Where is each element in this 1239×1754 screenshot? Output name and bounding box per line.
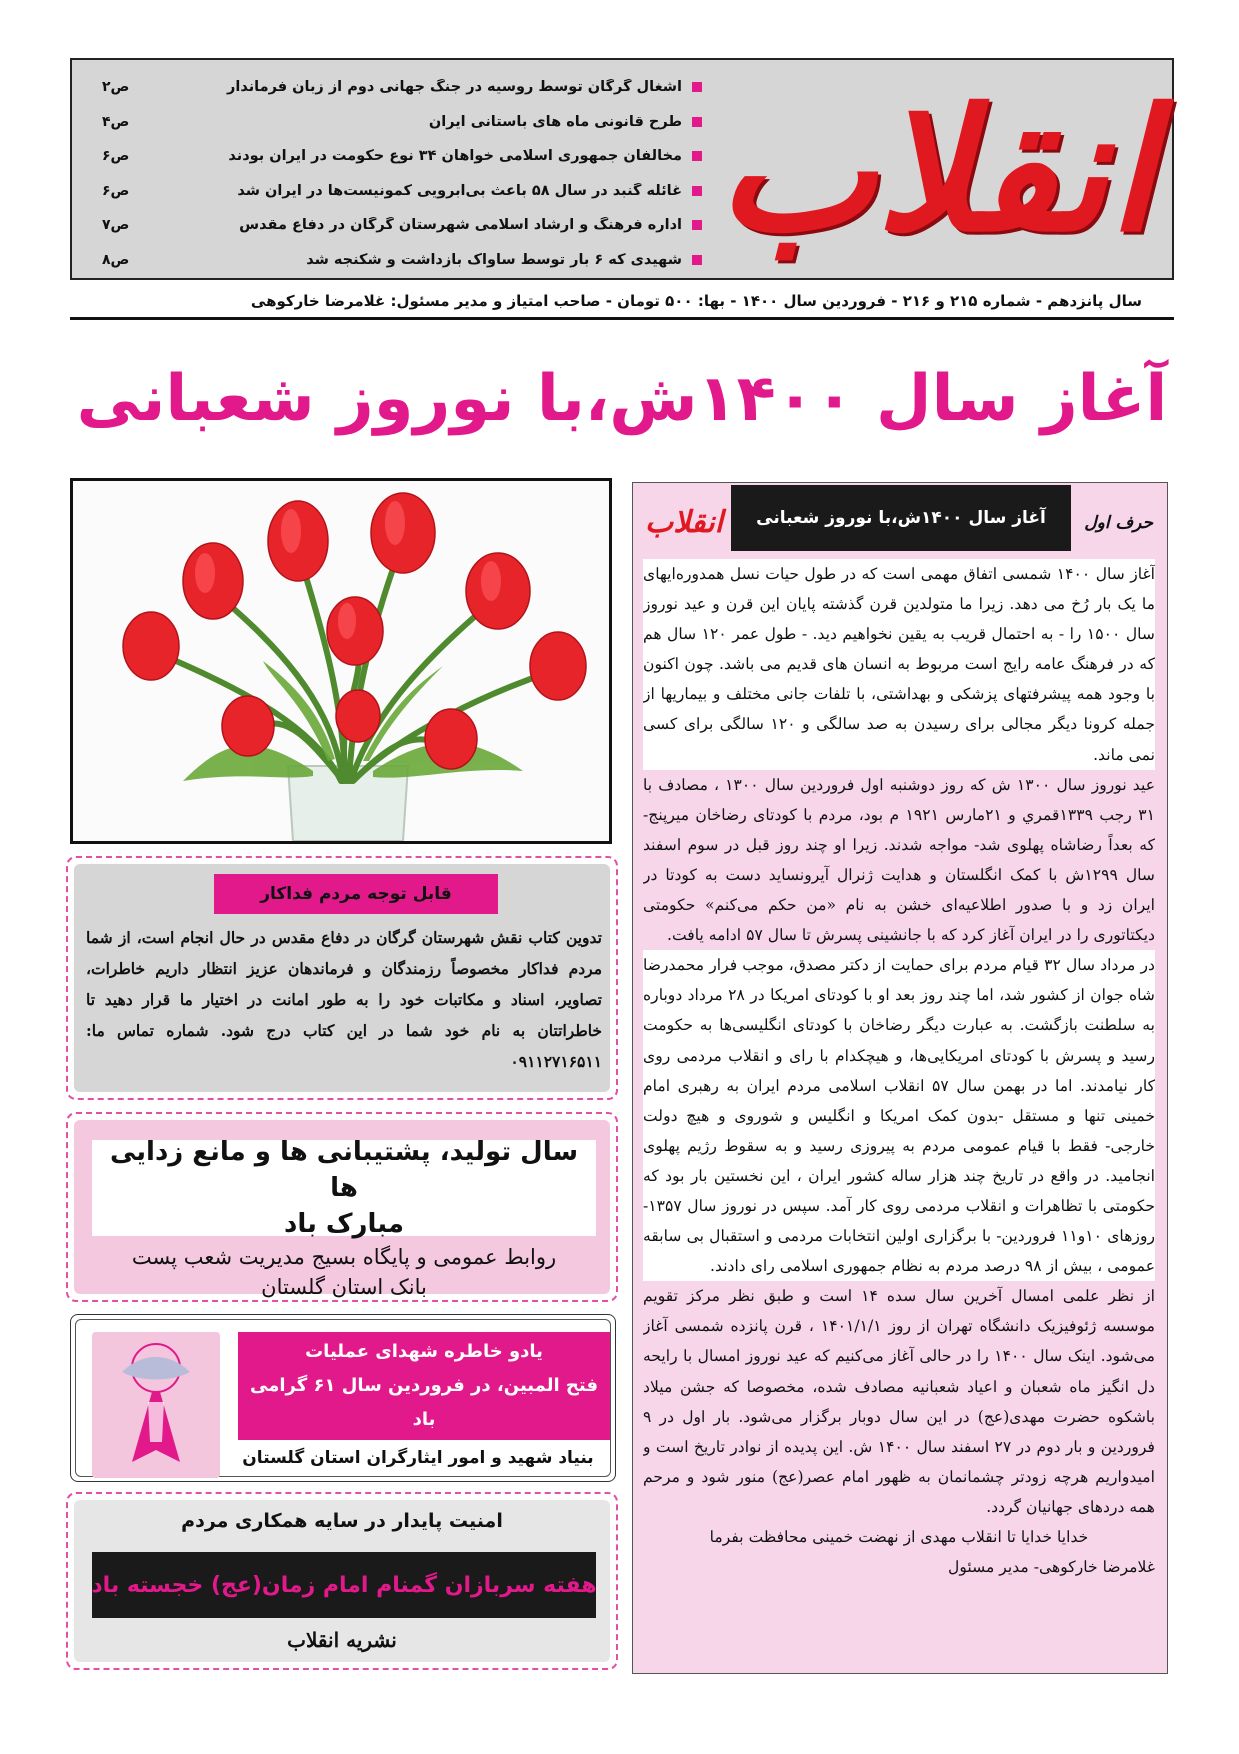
ad-headline-line2: مبارک باد xyxy=(284,1209,404,1239)
logo-text: انقلاب xyxy=(717,71,1155,269)
editorial-closing: خدایا خدایا تا انقلاب مهدی از نهضت خمینی محافظت بفرما xyxy=(709,1528,1089,1546)
headline-list xyxy=(102,70,702,277)
headline-text: اداره فرهنگ و ارشاد اسلامی شهرستان گرگان در دفاع مقدس xyxy=(239,217,682,234)
tulips-illustration xyxy=(73,481,609,841)
headline-text: غائله گنبد در سال ۵۸ باعث بی‌آبرویی کمونیست‌ها در ایران شد xyxy=(237,182,682,199)
headline-page: ص۸ xyxy=(102,251,130,268)
ad-headline xyxy=(92,1137,596,1239)
ad-commemoration xyxy=(238,1332,610,1440)
editorial-body xyxy=(643,559,1155,1667)
editorial-title-bar xyxy=(731,485,1071,551)
headline-item[interactable] xyxy=(102,174,702,209)
editorial-label: حرف اول xyxy=(1084,513,1153,533)
notice-body: تدوین کتاب نقش شهرستان گرگان در دفاع مقدس در حال انجام است، از شما مردم فداکار مخصوصاً رزمندگان و فرماندهان عزیز انتظار داریم خاطرات، تصاویر، اسناد و مکاتبات خود را به طور امانت در اختیار ما قرار دهید تا خاطراتتان به نام خود شما در این کتاب درج شود. شماره تماس ما: ۰۹۱۱۲۷۱۶۵۱۱ xyxy=(86,928,602,1071)
bullet-icon xyxy=(692,151,702,161)
ad-frame xyxy=(75,1319,611,1477)
issue-info: سال پانزدهم - شماره ۲۱۵ و ۲۱۶ - فروردین سال ۱۴۰۰ - بها: ۵۰۰ تومان - صاحب امتیاز و مدیر مسئول: غلامرضا خارکوهی xyxy=(70,284,1174,320)
headline-item[interactable] xyxy=(102,70,702,105)
editorial-paragraph: آغاز سال ۱۴۰۰ شمسی اتفاق مهمی است که در طول حیات نسل همدوره‌ایهای ما یک بار رُخ می دهد. زیرا ما متولدین قرن گذشته پایان این قرن و عید نوروز سال ۱۵۰۰ را - به احتمال قریب به یقین نخواهیم دید. - طول عمر ۱۲۰ سال هم که در فرهنگ عامه رایج است مربوط به انسان های قدیم می باشد. چون اکنون با وجود همه پیشرفتهای پزشکی و بهداشتی، با تلفات جانی مختلف و بیماریها از جمله کرونا دیگر مجالی برای رسیدن به صد سالگی و ۱۲۰ سالگی برای کسی نمی ماند. xyxy=(643,559,1155,770)
notice-title: قابل توجه مردم فداکار xyxy=(214,874,498,914)
masthead xyxy=(70,58,1174,280)
ad-background xyxy=(74,1500,610,1662)
production-year-ad xyxy=(66,1112,618,1302)
bullet-icon xyxy=(692,117,702,127)
headline-item[interactable] xyxy=(102,243,702,278)
headline-page: ص۴ xyxy=(102,113,130,130)
ad-banner: هفته سربازان گمنام امام زمان(عج) خجسته باد xyxy=(92,1552,596,1618)
headline-item[interactable] xyxy=(102,208,702,243)
editorial-paragraph: عید نوروز سال ۱۳۰۰ ش که روز دوشنبه اول فروردین سال ۱۳۰۰ ، مصادف با ۳۱ رجب ۱۳۳۹قمري و ۲۱مارس ۱۹۲۱ م بود، مردم با کودتای رضاخان میرپنج- که بعداً رضاشاه پهلوی شد- مواجه شدند. زیرا او چند روز قبل در سوم اسفند سال ۱۲۹۹ش با کمک انگلستان و هدایت ژنرال آیرونساید دست به کودتا در ایران زد و با صدور اطلاعیه‌ای خشن به نام «من حکم می‌کنم» حکومتی دیکتاتوری را در ایران آغاز کرد که با جانشینی پسرش تا سال ۵۷ ادامه یافت. xyxy=(643,775,1155,945)
headline-item[interactable] xyxy=(102,139,702,174)
ad-sponsor xyxy=(86,1242,602,1302)
editorial-logo xyxy=(643,497,725,547)
ad-background xyxy=(74,1120,610,1299)
ad-commemoration-line2: فتح المبین، در فروردین سال ۶۱ گرامی باد xyxy=(249,1375,599,1430)
main-headline: آغاز سال ۱۴۰۰ش،با نوروز شعبانی xyxy=(76,362,1168,436)
ad-commemoration-line1: یادو خاطره شهدای عملیات xyxy=(305,1341,543,1362)
security-week-ad xyxy=(66,1492,618,1670)
editorial-logo-text: انقلاب xyxy=(645,504,724,540)
editorial-signature: غلامرضا خارکوهی- مدیر مسئول xyxy=(947,1558,1155,1577)
newspaper-logo xyxy=(716,68,1156,272)
editorial-column xyxy=(632,482,1168,1674)
headline-text: طرح قانونی ماه های باستانی ایران xyxy=(428,113,682,130)
martyrs-foundation-ad xyxy=(70,1314,616,1482)
headline-text: شهیدی که ۶ بار توسط ساواک بازداشت و شکنجه شد xyxy=(306,251,682,268)
editorial-paragraph: در مرداد سال ۳۲ قیام مردم برای حمایت از دکتر مصدق، موجب فرار محمدرضا شاه جوان از کشور شد، اما چند روز بعد او با کودتای امریکا در ۲۸ مرداد دوباره به سلطنت بازگشت. به عبارت دیگر رضاخان با کودتای انگلیسی‌ها به حکومت رسید و پسرش با کودتای امریکایی‌ها، و هیچکدام با رای و انقلاب مردمی روی کار نیامدند. اما در بهمن سال ۵۷ انقلاب اسلامی مردم ایران به رهبری امام خمینی تنها و مستقل -بدون کمک امریکا و انگلیس و شوروی و هیچ دولت خارجی- فقط با قیام عمومی مردم به پیروزی رسید و به سقوط رژیم پهلوی انجامید. در واقع در تاریخ چند هزار ساله کشور ایران ، این نخستین بار بود که حکومتی با تظاهرات و انقلاب مردمی روی کار آمد. سپس در نوروز سال ۱۳۵۷- روزهای ۱۰و۱۱ فروردین- با برگزاری اولین انتخابات مردمی و استقبال بی سابقه عمومی ، بیش از ۹۸ درصد مردم به نظام جمهوری اسلامی رای دادند. xyxy=(643,950,1155,1281)
headline-text: اشغال گرگان توسط روسیه در جنگ جهانی دوم از زبان فرماندار xyxy=(227,79,682,96)
tulips-photo xyxy=(70,478,612,844)
headline-page: ص۶ xyxy=(102,148,130,165)
ad-headline-line1: سال تولید، پشتیبانی ها و مانع زدایی ها xyxy=(109,1137,579,1203)
headline-page: ص۲ xyxy=(102,79,130,96)
editorial-signoff xyxy=(643,1522,1155,1582)
ad-sponsor-line2: بانک استان گلستان xyxy=(261,1275,427,1299)
bullet-icon xyxy=(692,255,702,265)
foundation-emblem-icon xyxy=(92,1332,220,1478)
editorial-paragraph: از نظر علمی امسال آخرین سال سده ۱۴ است و طبق نظر مرکز تقویم موسسه ژئوفیزیک دانشگاه تهران از روز ۱۴۰۱/۱/۱ ، قرن پانزده شمسی آغاز می‌شود. اینک سال ۱۴۰۰ را در حالی آغاز می‌کنیم که عید نوروز امسال با رایحه دل انگیز ماه شعبان و اعیاد شعبانیه مصادف شده، مخصوصا که جشن میلاد باشکوه حضرت مهدی(عج) در این سال دوبار برگزار می‌شود. بار اول در ۹ فروردین و بار دوم در ۲۷ اسفند سال ۱۴۰۰ ش. این پدیده از نوادر تاریخ است و امیدواریم هرچه زودتر چشمانمان به ظهور امام عصر(عج) منور شود و مرحم همه دردهای جهانیان گردد. xyxy=(643,1287,1155,1516)
notice-background xyxy=(74,864,610,1092)
headline-text: مخالفان جمهوری اسلامی خواهان ۳۴ نوع حکومت در ایران بودند xyxy=(228,148,682,165)
notice-box xyxy=(66,856,618,1100)
editorial-title: آغاز سال ۱۴۰۰ش،با نوروز شعبانی xyxy=(756,508,1046,528)
ad-tagline: امنیت پایدار در سایه همکاری مردم xyxy=(181,1510,503,1532)
headline-page: ص۷ xyxy=(102,217,130,234)
ad-sponsor-line1: روابط عمومی و پایگاه بسیج مدیریت شعب پست xyxy=(131,1245,557,1269)
ad-publisher: نشریه انقلاب xyxy=(287,1628,397,1652)
headline-page: ص۶ xyxy=(102,182,130,199)
ad-organization: بنیاد شهید و امور ایثارگران استان گلستان xyxy=(242,1448,594,1468)
headline-item[interactable] xyxy=(102,105,702,140)
bullet-icon xyxy=(692,186,702,196)
bullet-icon xyxy=(692,82,702,92)
bullet-icon xyxy=(692,220,702,230)
